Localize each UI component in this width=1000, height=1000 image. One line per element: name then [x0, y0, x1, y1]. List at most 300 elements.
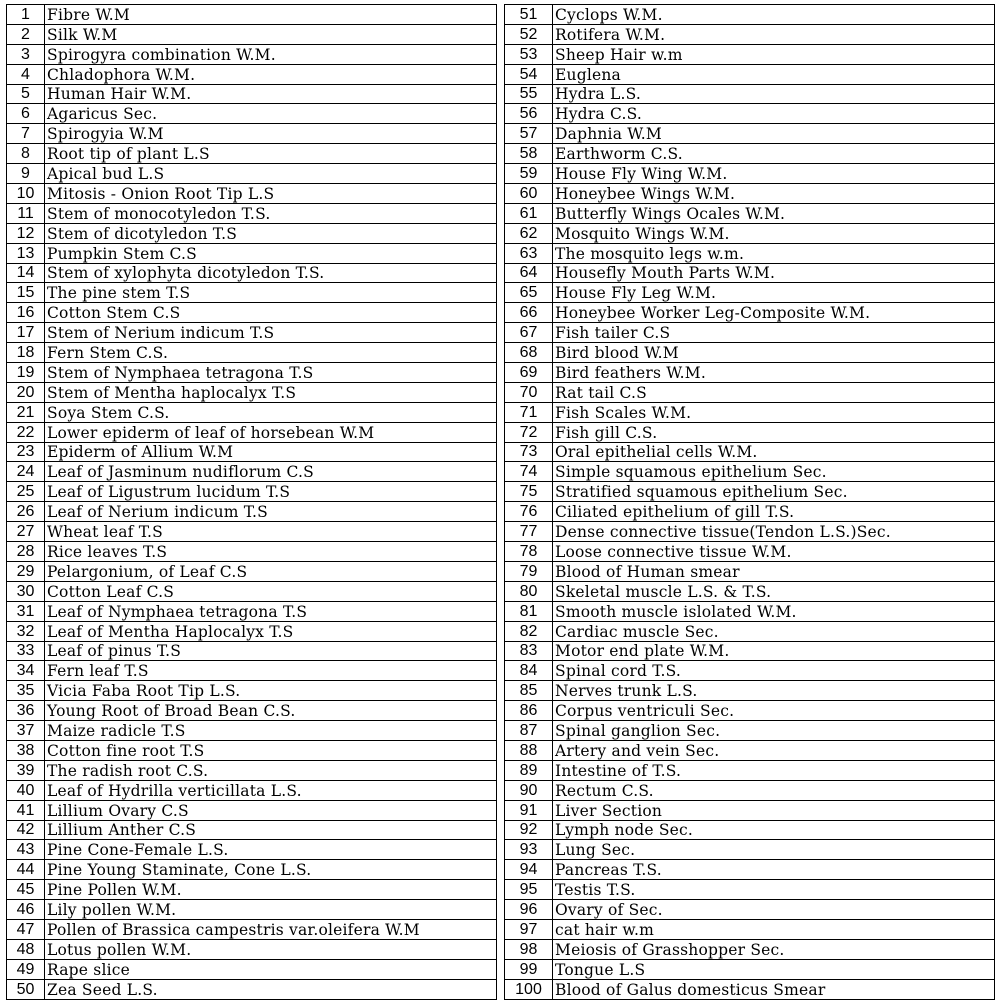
table-row: [7, 223, 995, 243]
table-row: [7, 740, 995, 760]
right-specimen-cell[interactable]: Lymph node Sec.: [553, 820, 995, 840]
right-number-cell[interactable]: 81: [505, 601, 553, 621]
right-specimen-cell[interactable]: Bird blood W.M: [553, 343, 995, 363]
table-row: [7, 243, 995, 263]
right-number-cell[interactable]: 67: [505, 323, 553, 343]
column-gap-cell[interactable]: [497, 661, 505, 681]
column-gap-cell[interactable]: [497, 5, 505, 25]
right-specimen-cell[interactable]: Housefly Mouth Parts W.M.: [553, 263, 995, 283]
table-row: [7, 382, 995, 402]
right-specimen-cell[interactable]: Hydra L.S.: [553, 84, 995, 104]
table-row: [7, 164, 995, 184]
table-row: [7, 800, 995, 820]
table-row: [7, 64, 995, 84]
table-row: [7, 939, 995, 959]
right-specimen-cell[interactable]: Ovary of Sec.: [553, 900, 995, 920]
column-gap-cell[interactable]: [497, 482, 505, 502]
right-number-cell[interactable]: 76: [505, 502, 553, 522]
table-row: [7, 860, 995, 880]
left-number-cell[interactable]: 18: [7, 343, 45, 363]
table-row: [7, 840, 995, 860]
column-gap-cell[interactable]: [497, 880, 505, 900]
table-row: [7, 621, 995, 641]
left-number-cell[interactable]: 8: [7, 144, 45, 164]
right-number-cell[interactable]: 95: [505, 880, 553, 900]
left-number-cell[interactable]: 1: [7, 5, 45, 25]
left-specimen-cell[interactable]: Cotton Stem C.S: [45, 303, 497, 323]
table-row: [7, 5, 995, 25]
column-gap-cell[interactable]: [497, 760, 505, 780]
left-number-cell[interactable]: 12: [7, 223, 45, 243]
table-row: [7, 979, 995, 999]
column-gap-cell[interactable]: [497, 44, 505, 64]
column-gap-cell[interactable]: [497, 840, 505, 860]
column-gap-cell[interactable]: [497, 522, 505, 542]
right-number-cell[interactable]: 97: [505, 919, 553, 939]
table-row: [7, 820, 995, 840]
column-gap-cell[interactable]: [497, 581, 505, 601]
right-specimen-cell[interactable]: Tongue L.S: [553, 959, 995, 979]
column-gap-cell[interactable]: [497, 502, 505, 522]
left-number-cell[interactable]: 45: [7, 880, 45, 900]
right-specimen-cell[interactable]: Spinal ganglion Sec.: [553, 721, 995, 741]
left-specimen-cell[interactable]: Leaf of Nerium indicum T.S: [45, 502, 497, 522]
left-number-cell[interactable]: 31: [7, 601, 45, 621]
left-number-cell[interactable]: 32: [7, 621, 45, 641]
table-row: [7, 959, 995, 979]
right-specimen-cell[interactable]: Motor end plate W.M.: [553, 641, 995, 661]
left-specimen-cell[interactable]: Lotus pollen W.M.: [45, 939, 497, 959]
left-number-cell[interactable]: 11: [7, 203, 45, 223]
right-specimen-cell[interactable]: Fish Scales W.M.: [553, 402, 995, 422]
left-specimen-cell[interactable]: Apical bud L.S: [45, 164, 497, 184]
left-number-cell[interactable]: 24: [7, 462, 45, 482]
right-number-cell[interactable]: 72: [505, 422, 553, 442]
left-specimen-cell[interactable]: Stem of Nerium indicum T.S: [45, 323, 497, 343]
right-number-cell[interactable]: 100: [505, 979, 553, 999]
right-specimen-cell[interactable]: Cyclops W.M.: [553, 5, 995, 25]
right-number-cell[interactable]: 54: [505, 64, 553, 84]
column-gap-cell[interactable]: [497, 223, 505, 243]
right-number-cell[interactable]: 70: [505, 382, 553, 402]
left-specimen-cell[interactable]: Soya Stem C.S.: [45, 402, 497, 422]
left-specimen-cell[interactable]: Cotton Leaf C.S: [45, 581, 497, 601]
left-specimen-cell[interactable]: Spirogyra combination W.M.: [45, 44, 497, 64]
left-specimen-cell[interactable]: Rice leaves T.S: [45, 542, 497, 562]
right-number-cell[interactable]: 60: [505, 184, 553, 204]
table-row: [7, 721, 995, 741]
right-specimen-cell[interactable]: Hydra C.S.: [553, 104, 995, 124]
right-specimen-cell[interactable]: Euglena: [553, 64, 995, 84]
right-number-cell[interactable]: 74: [505, 462, 553, 482]
column-gap-cell[interactable]: [497, 104, 505, 124]
left-specimen-cell[interactable]: Young Root of Broad Bean C.S.: [45, 701, 497, 721]
right-specimen-cell[interactable]: Lung Sec.: [553, 840, 995, 860]
left-number-cell[interactable]: 27: [7, 522, 45, 542]
right-specimen-cell[interactable]: Butterfly Wings Ocales W.M.: [553, 203, 995, 223]
right-number-cell[interactable]: 71: [505, 402, 553, 422]
right-specimen-cell[interactable]: Honeybee Worker Leg-Composite W.M.: [553, 303, 995, 323]
left-specimen-cell[interactable]: Chladophora W.M.: [45, 64, 497, 84]
left-number-cell[interactable]: 6: [7, 104, 45, 124]
table-row: [7, 323, 995, 343]
table-row: [7, 701, 995, 721]
column-gap-cell[interactable]: [497, 800, 505, 820]
right-number-cell[interactable]: 52: [505, 24, 553, 44]
right-specimen-cell[interactable]: Sheep Hair w.m: [553, 44, 995, 64]
left-number-cell[interactable]: 50: [7, 979, 45, 999]
right-number-cell[interactable]: 82: [505, 621, 553, 641]
right-specimen-cell[interactable]: Honeybee Wings W.M.: [553, 184, 995, 204]
specimen-table: [6, 4, 995, 1000]
left-number-cell[interactable]: 23: [7, 442, 45, 462]
left-number-cell[interactable]: 28: [7, 542, 45, 562]
column-gap-cell[interactable]: [497, 561, 505, 581]
right-number-cell[interactable]: 92: [505, 820, 553, 840]
column-gap-cell[interactable]: [497, 939, 505, 959]
right-number-cell[interactable]: 90: [505, 780, 553, 800]
column-gap-cell[interactable]: [497, 462, 505, 482]
right-number-cell[interactable]: 84: [505, 661, 553, 681]
right-number-cell[interactable]: 59: [505, 164, 553, 184]
column-gap-cell[interactable]: [497, 860, 505, 880]
right-specimen-cell[interactable]: House Fly Wing W.M.: [553, 164, 995, 184]
right-number-cell[interactable]: 66: [505, 303, 553, 323]
right-specimen-cell[interactable]: Oral epithelial cells W.M.: [553, 442, 995, 462]
right-number-cell[interactable]: 98: [505, 939, 553, 959]
right-specimen-cell[interactable]: Earthworm C.S.: [553, 144, 995, 164]
right-number-cell[interactable]: 65: [505, 283, 553, 303]
left-number-cell[interactable]: 35: [7, 681, 45, 701]
right-number-cell[interactable]: 61: [505, 203, 553, 223]
table-row: [7, 44, 995, 64]
right-specimen-cell[interactable]: Meiosis of Grasshopper Sec.: [553, 939, 995, 959]
right-number-cell[interactable]: 53: [505, 44, 553, 64]
left-specimen-cell[interactable]: Pine Cone-Female L.S.: [45, 840, 497, 860]
left-specimen-cell[interactable]: The pine stem T.S: [45, 283, 497, 303]
left-number-cell[interactable]: 16: [7, 303, 45, 323]
column-gap-cell[interactable]: [497, 442, 505, 462]
column-gap-cell[interactable]: [497, 64, 505, 84]
left-specimen-cell[interactable]: Stem of dicotyledon T.S: [45, 223, 497, 243]
right-specimen-cell[interactable]: Rotifera W.M.: [553, 24, 995, 44]
right-number-cell[interactable]: 62: [505, 223, 553, 243]
left-specimen-cell[interactable]: Wheat leaf T.S: [45, 522, 497, 542]
right-number-cell[interactable]: 57: [505, 124, 553, 144]
right-specimen-cell[interactable]: Rat tail C.S: [553, 382, 995, 402]
left-number-cell[interactable]: 43: [7, 840, 45, 860]
table-row: [7, 24, 995, 44]
right-specimen-cell[interactable]: Intestine of T.S.: [553, 760, 995, 780]
table-row: [7, 263, 995, 283]
left-number-cell[interactable]: 33: [7, 641, 45, 661]
column-gap-cell[interactable]: [497, 601, 505, 621]
table-row: [7, 661, 995, 681]
column-gap-cell[interactable]: [497, 641, 505, 661]
left-specimen-cell[interactable]: Pumpkin Stem C.S: [45, 243, 497, 263]
left-specimen-cell[interactable]: Stem of monocotyledon T.S.: [45, 203, 497, 223]
left-number-cell[interactable]: 3: [7, 44, 45, 64]
left-number-cell[interactable]: 21: [7, 402, 45, 422]
table-row: [7, 144, 995, 164]
left-number-cell[interactable]: 4: [7, 64, 45, 84]
column-gap-cell[interactable]: [497, 820, 505, 840]
right-specimen-cell[interactable]: Smooth muscle islolated W.M.: [553, 601, 995, 621]
column-gap-cell[interactable]: [497, 701, 505, 721]
column-gap-cell[interactable]: [497, 780, 505, 800]
right-specimen-cell[interactable]: Nerves trunk L.S.: [553, 681, 995, 701]
left-specimen-cell[interactable]: Vicia Faba Root Tip L.S.: [45, 681, 497, 701]
table-row: [7, 900, 995, 920]
left-number-cell[interactable]: 14: [7, 263, 45, 283]
left-number-cell[interactable]: 47: [7, 919, 45, 939]
left-specimen-cell[interactable]: Cotton fine root T.S: [45, 740, 497, 760]
right-number-cell[interactable]: 63: [505, 243, 553, 263]
left-number-cell[interactable]: 44: [7, 860, 45, 880]
right-specimen-cell[interactable]: House Fly Leg W.M.: [553, 283, 995, 303]
right-specimen-cell[interactable]: Loose connective tissue W.M.: [553, 542, 995, 562]
left-number-cell[interactable]: 17: [7, 323, 45, 343]
column-gap-cell[interactable]: [497, 84, 505, 104]
right-number-cell[interactable]: 64: [505, 263, 553, 283]
left-number-cell[interactable]: 9: [7, 164, 45, 184]
left-specimen-cell[interactable]: Lillium Anther C.S: [45, 820, 497, 840]
right-specimen-cell[interactable]: The mosquito legs w.m.: [553, 243, 995, 263]
table-row: [7, 184, 995, 204]
table-row: [7, 104, 995, 124]
right-specimen-cell[interactable]: Spinal cord T.S.: [553, 661, 995, 681]
table-row: [7, 363, 995, 383]
column-gap-cell[interactable]: [497, 323, 505, 343]
column-gap-cell[interactable]: [497, 124, 505, 144]
left-specimen-cell[interactable]: Stem of Nymphaea tetragona T.S: [45, 363, 497, 383]
left-specimen-cell[interactable]: Stem of Mentha haplocalyx T.S: [45, 382, 497, 402]
left-number-cell[interactable]: 7: [7, 124, 45, 144]
column-gap-cell[interactable]: [497, 422, 505, 442]
left-specimen-cell[interactable]: Pine Young Staminate, Cone L.S.: [45, 860, 497, 880]
left-number-cell[interactable]: 40: [7, 780, 45, 800]
left-number-cell[interactable]: 37: [7, 721, 45, 741]
right-number-cell[interactable]: 68: [505, 343, 553, 363]
left-number-cell[interactable]: 34: [7, 661, 45, 681]
right-number-cell[interactable]: 86: [505, 701, 553, 721]
left-specimen-cell[interactable]: Mitosis - Onion Root Tip L.S: [45, 184, 497, 204]
right-number-cell[interactable]: 56: [505, 104, 553, 124]
column-gap-cell[interactable]: [497, 184, 505, 204]
table-row: [7, 303, 995, 323]
left-specimen-cell[interactable]: Lillium Ovary C.S: [45, 800, 497, 820]
left-specimen-cell[interactable]: Rape slice: [45, 959, 497, 979]
right-number-cell[interactable]: 91: [505, 800, 553, 820]
left-specimen-cell[interactable]: Leaf of Jasminum nudiflorum C.S: [45, 462, 497, 482]
column-gap-cell[interactable]: [497, 740, 505, 760]
table-row: [7, 641, 995, 661]
right-number-cell[interactable]: 99: [505, 959, 553, 979]
left-number-cell[interactable]: 42: [7, 820, 45, 840]
table-row: [7, 760, 995, 780]
left-specimen-cell[interactable]: Silk W.M: [45, 24, 497, 44]
column-gap-cell[interactable]: [497, 721, 505, 741]
left-specimen-cell[interactable]: Maize radicle T.S: [45, 721, 497, 741]
right-number-cell[interactable]: 75: [505, 482, 553, 502]
column-gap-cell[interactable]: [497, 542, 505, 562]
left-specimen-cell[interactable]: Leaf of Nymphaea tetragona T.S: [45, 601, 497, 621]
right-specimen-cell[interactable]: Dense connective tissue(Tendon L.S.)Sec.: [553, 522, 995, 542]
column-gap-cell[interactable]: [497, 303, 505, 323]
left-specimen-cell[interactable]: Leaf of pinus T.S: [45, 641, 497, 661]
right-number-cell[interactable]: 73: [505, 442, 553, 462]
left-number-cell[interactable]: 41: [7, 800, 45, 820]
left-specimen-cell[interactable]: Root tip of plant L.S: [45, 144, 497, 164]
right-number-cell[interactable]: 96: [505, 900, 553, 920]
column-gap-cell[interactable]: [497, 959, 505, 979]
right-specimen-cell[interactable]: Daphnia W.M: [553, 124, 995, 144]
column-gap-cell[interactable]: [497, 979, 505, 999]
right-number-cell[interactable]: 80: [505, 581, 553, 601]
right-specimen-cell[interactable]: Simple squamous epithelium Sec.: [553, 462, 995, 482]
column-gap-cell[interactable]: [497, 144, 505, 164]
left-number-cell[interactable]: 5: [7, 84, 45, 104]
left-number-cell[interactable]: 25: [7, 482, 45, 502]
left-number-cell[interactable]: 30: [7, 581, 45, 601]
column-gap-cell[interactable]: [497, 164, 505, 184]
right-number-cell[interactable]: 55: [505, 84, 553, 104]
left-number-cell[interactable]: 2: [7, 24, 45, 44]
column-gap-cell[interactable]: [497, 681, 505, 701]
table-row: [7, 124, 995, 144]
right-specimen-cell[interactable]: Blood of Human smear: [553, 561, 995, 581]
right-number-cell[interactable]: 94: [505, 860, 553, 880]
left-specimen-cell[interactable]: Zea Seed L.S.: [45, 979, 497, 999]
table-row: [7, 880, 995, 900]
right-number-cell[interactable]: 58: [505, 144, 553, 164]
left-number-cell[interactable]: 20: [7, 382, 45, 402]
column-gap-cell[interactable]: [497, 243, 505, 263]
table-row: [7, 442, 995, 462]
right-specimen-cell[interactable]: Rectum C.S.: [553, 780, 995, 800]
right-number-cell[interactable]: 88: [505, 740, 553, 760]
table-row: [7, 343, 995, 363]
table-row: [7, 422, 995, 442]
column-gap-cell[interactable]: [497, 263, 505, 283]
right-number-cell[interactable]: 77: [505, 522, 553, 542]
right-specimen-cell[interactable]: Skeletal muscle L.S. & T.S.: [553, 581, 995, 601]
left-number-cell[interactable]: 39: [7, 760, 45, 780]
right-specimen-cell[interactable]: cat hair w.m: [553, 919, 995, 939]
table-row: [7, 462, 995, 482]
left-number-cell[interactable]: 10: [7, 184, 45, 204]
table-row: [7, 402, 995, 422]
table-row: [7, 681, 995, 701]
right-number-cell[interactable]: 85: [505, 681, 553, 701]
right-number-cell[interactable]: 83: [505, 641, 553, 661]
table-row: [7, 561, 995, 581]
column-gap-cell[interactable]: [497, 203, 505, 223]
right-specimen-cell[interactable]: Mosquito Wings W.M.: [553, 223, 995, 243]
column-gap-cell[interactable]: [497, 900, 505, 920]
right-number-cell[interactable]: 69: [505, 363, 553, 383]
left-number-cell[interactable]: 13: [7, 243, 45, 263]
left-specimen-cell[interactable]: Fern Stem C.S.: [45, 343, 497, 363]
column-gap-cell[interactable]: [497, 24, 505, 44]
right-specimen-cell[interactable]: Artery and vein Sec.: [553, 740, 995, 760]
column-gap-cell[interactable]: [497, 402, 505, 422]
table-row: [7, 203, 995, 223]
left-specimen-cell[interactable]: Leaf of Ligustrum lucidum T.S: [45, 482, 497, 502]
left-specimen-cell[interactable]: Spirogyia W.M: [45, 124, 497, 144]
left-number-cell[interactable]: 26: [7, 502, 45, 522]
left-specimen-cell[interactable]: Pollen of Brassica campestris var.oleifera W.M: [45, 919, 497, 939]
left-number-cell[interactable]: 48: [7, 939, 45, 959]
column-gap-cell[interactable]: [497, 283, 505, 303]
table-row: [7, 542, 995, 562]
left-specimen-cell[interactable]: Pine Pollen W.M.: [45, 880, 497, 900]
right-specimen-cell[interactable]: Bird feathers W.M.: [553, 363, 995, 383]
left-specimen-cell[interactable]: Fern leaf T.S: [45, 661, 497, 681]
left-number-cell[interactable]: 15: [7, 283, 45, 303]
specimen-table-body: [7, 5, 995, 1000]
left-number-cell[interactable]: 38: [7, 740, 45, 760]
left-specimen-cell[interactable]: Human Hair W.M.: [45, 84, 497, 104]
right-specimen-cell[interactable]: Ciliated epithelium of gill T.S.: [553, 502, 995, 522]
left-specimen-cell[interactable]: Lower epiderm of leaf of horsebean W.M: [45, 422, 497, 442]
left-number-cell[interactable]: 36: [7, 701, 45, 721]
right-number-cell[interactable]: 79: [505, 561, 553, 581]
table-row: [7, 84, 995, 104]
right-specimen-cell[interactable]: Liver Section: [553, 800, 995, 820]
left-number-cell[interactable]: 29: [7, 561, 45, 581]
right-number-cell[interactable]: 89: [505, 760, 553, 780]
right-specimen-cell[interactable]: Cardiac muscle Sec.: [553, 621, 995, 641]
left-specimen-cell[interactable]: Pelargonium, of Leaf C.S: [45, 561, 497, 581]
right-specimen-cell[interactable]: Fish tailer C.S: [553, 323, 995, 343]
table-row: [7, 482, 995, 502]
right-number-cell[interactable]: 93: [505, 840, 553, 860]
left-specimen-cell[interactable]: Agaricus Sec.: [45, 104, 497, 124]
table-row: [7, 601, 995, 621]
table-row: [7, 502, 995, 522]
column-gap-cell[interactable]: [497, 919, 505, 939]
left-specimen-cell[interactable]: Leaf of Mentha Haplocalyx T.S: [45, 621, 497, 641]
left-number-cell[interactable]: 22: [7, 422, 45, 442]
left-number-cell[interactable]: 19: [7, 363, 45, 383]
left-specimen-cell[interactable]: Lily pollen W.M.: [45, 900, 497, 920]
right-number-cell[interactable]: 78: [505, 542, 553, 562]
table-row: [7, 919, 995, 939]
left-number-cell[interactable]: 46: [7, 900, 45, 920]
left-specimen-cell[interactable]: Epiderm of Allium W.M: [45, 442, 497, 462]
column-gap-cell[interactable]: [497, 343, 505, 363]
column-gap-cell[interactable]: [497, 363, 505, 383]
right-specimen-cell[interactable]: Fish gill C.S.: [553, 422, 995, 442]
column-gap-cell[interactable]: [497, 382, 505, 402]
right-number-cell[interactable]: 51: [505, 5, 553, 25]
table-row: [7, 780, 995, 800]
left-specimen-cell[interactable]: The radish root C.S.: [45, 760, 497, 780]
table-row: [7, 522, 995, 542]
right-specimen-cell[interactable]: Corpus ventriculi Sec.: [553, 701, 995, 721]
column-gap-cell[interactable]: [497, 621, 505, 641]
right-specimen-cell[interactable]: Blood of Galus domesticus Smear: [553, 979, 995, 999]
right-specimen-cell[interactable]: Pancreas T.S.: [553, 860, 995, 880]
left-specimen-cell[interactable]: Leaf of Hydrilla verticillata L.S.: [45, 780, 497, 800]
left-specimen-cell[interactable]: Fibre W.M: [45, 5, 497, 25]
right-number-cell[interactable]: 87: [505, 721, 553, 741]
left-number-cell[interactable]: 49: [7, 959, 45, 979]
right-specimen-cell[interactable]: Stratified squamous epithelium Sec.: [553, 482, 995, 502]
right-specimen-cell[interactable]: Testis T.S.: [553, 880, 995, 900]
left-specimen-cell[interactable]: Stem of xylophyta dicotyledon T.S.: [45, 263, 497, 283]
